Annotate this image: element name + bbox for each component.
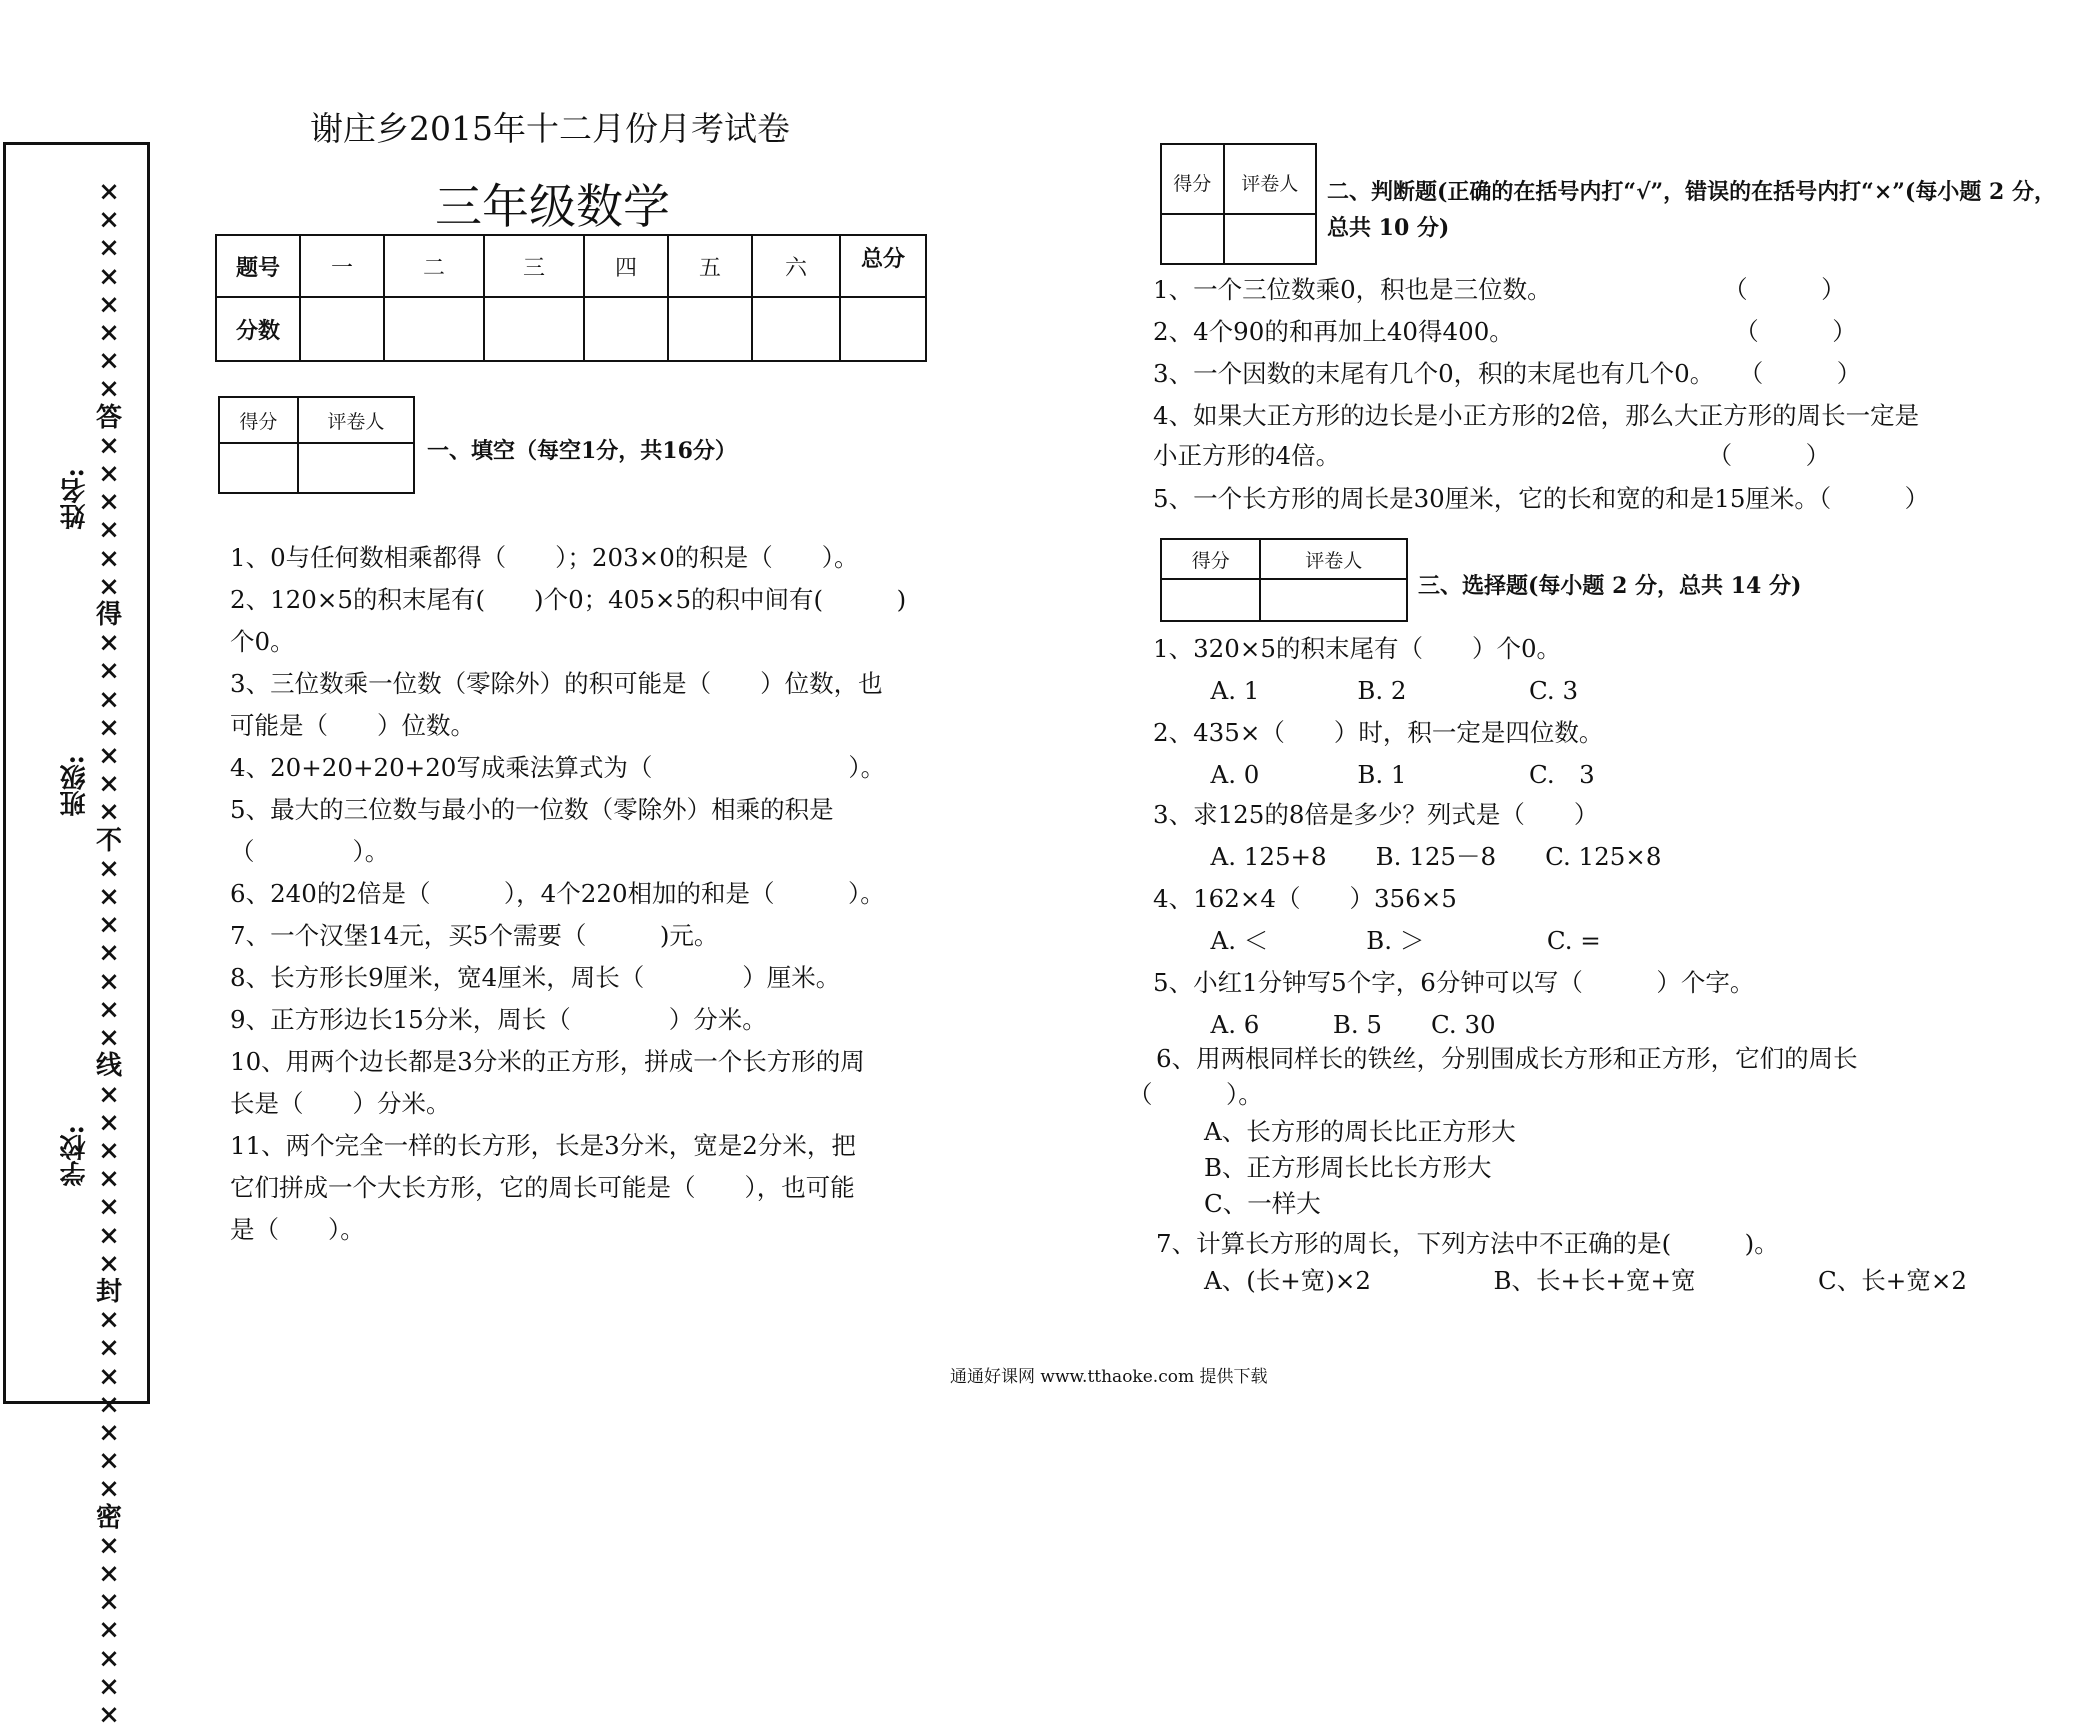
score-table-header: 二 [384, 235, 484, 297]
fill-line: 是（ ）。 [230, 1215, 365, 1244]
seal-cross-mark: × [98, 656, 120, 687]
choice-options: A. ＜ B. ＞ C. = [1186, 926, 1601, 955]
seal-cross-mark: × [98, 1587, 120, 1618]
choice-option: A、长方形的周长比正方形大 [1204, 1117, 1516, 1146]
fill-line: 4、20+20+20+20写成乘法算式为（ ）。 [230, 753, 886, 782]
choice-options: A. 6 B. 5 C. 30 [1186, 1010, 1496, 1039]
seal-cross-mark: × [98, 1305, 120, 1336]
judge-line: 3、一个因数的末尾有几个0，积的末尾也有几个0。 （ ） [1153, 359, 1862, 388]
score-cell [840, 297, 926, 361]
seal-cross-mark: × [98, 289, 120, 320]
seal-cross-mark: × [98, 430, 120, 461]
judge-line: 5、一个长方形的周长是30厘米，它的长和宽的和是15厘米。（ ） [1153, 484, 1930, 513]
choice-line: 6、用两根同样长的铁丝，分别围成长方形和正方形，它们的周长 [1156, 1044, 1858, 1073]
score-row-label: 分数 [216, 297, 300, 361]
score-cell [300, 297, 384, 361]
seal-cross-mark: × [98, 910, 120, 941]
fill-line: 6、240的2倍是（ ），4个220相加的和是（ ）。 [230, 879, 885, 908]
fill-line: 8、长方形长9厘米，宽4厘米，周长（ ）厘米。 [230, 963, 841, 992]
seal-cross-mark: × [98, 459, 120, 490]
seal-cross-mark: × [98, 1699, 120, 1730]
fill-line: 可能是（ ）位数。 [230, 711, 475, 740]
fill-line: 9、正方形边长15分米，周长（ ）分米。 [230, 1005, 767, 1034]
seal-char: 不 [95, 825, 122, 856]
fill-line: （ ）。 [230, 837, 390, 866]
grader-score-label: 得分 [1161, 144, 1224, 214]
score-table-header: 总分 [840, 235, 926, 297]
choice-line: （ ）。 [1128, 1080, 1263, 1109]
seal-cross-mark: × [98, 1615, 120, 1646]
seal-cross-mark: × [98, 1164, 120, 1195]
grader-name-label: 评卷人 [1224, 144, 1316, 214]
choice-options: A、(长+宽)×2 B、长+长+宽+宽 C、长+宽×2 [1204, 1266, 1967, 1295]
seal-cross-mark: × [98, 1333, 120, 1364]
seal-cross-mark: × [98, 261, 120, 292]
fill-line: 11、两个完全一样的长方形，长是3分米，宽是2分米，把 [230, 1131, 856, 1160]
seal-cross-mark: × [98, 1220, 120, 1251]
judge-line: 1、一个三位数乘0，积也是三位数。 （ ） [1153, 275, 1846, 304]
grader-cell [1224, 214, 1316, 264]
fill-line: 5、最大的三位数与最小的一位数（零除外）相乘的积是 [230, 795, 834, 824]
judge-line: 小正方形的4倍。 （ ） [1153, 441, 1831, 470]
grader-score-label: 得分 [219, 397, 298, 443]
fill-line: 它们拼成一个大长方形，它的周长可能是（ ），也可能 [230, 1173, 855, 1202]
class-label: 班级: [60, 755, 90, 817]
fill-line: 1、0与任何数相乘都得（ ）；203×0的积是（ ）。 [230, 543, 859, 572]
seal-cross-mark: × [98, 1474, 120, 1505]
score-table [215, 234, 927, 362]
seal-cross-mark: × [98, 1135, 120, 1166]
score-cell [384, 297, 484, 361]
seal-cross-mark: × [98, 1558, 120, 1589]
score-cell [584, 297, 668, 361]
grader-name-label: 评卷人 [298, 397, 414, 443]
choice-line: 7、计算长方形的周长，下列方法中不正确的是( )。 [1156, 1229, 1779, 1258]
score-table-header: 三 [484, 235, 584, 297]
choice-line: 3、求125的8倍是多少？列式是（ ） [1153, 800, 1599, 829]
fill-line: 3、三位数乘一位数（零除外）的积可能是（ ）位数，也 [230, 669, 883, 698]
footer-credit: 通通好课网 www.tthaoke.com 提供下载 [950, 1367, 1268, 1387]
grader-score-label: 得分 [1161, 539, 1260, 579]
seal-cross-mark: × [98, 797, 120, 828]
score-table-header: 五 [668, 235, 752, 297]
seal-cross-mark: × [98, 684, 120, 715]
seal-cross-mark: × [98, 1389, 120, 1420]
seal-char: 答 [95, 402, 122, 433]
score-cell [668, 297, 752, 361]
score-table-header: 四 [584, 235, 668, 297]
seal-cross-mark: × [98, 628, 120, 659]
choice-line: 5、小红1分钟写5个字，6分钟可以写（ ）个字。 [1153, 968, 1755, 997]
seal-cross-mark: × [98, 769, 120, 800]
seal-cross-mark: × [98, 374, 120, 405]
choice-option: C、一样大 [1204, 1189, 1321, 1218]
seal-cross-mark: × [98, 1023, 120, 1054]
seal-cross-mark: × [98, 1417, 120, 1448]
seal-cross-mark: × [98, 741, 120, 772]
name-label: 姓名: [60, 468, 90, 530]
seal-char: 封 [95, 1276, 122, 1307]
fill-line: 长是（ ）分米。 [230, 1089, 451, 1118]
choice-options: A. 1 B. 2 C. 3 [1186, 676, 1579, 705]
grader-box [1160, 143, 1317, 265]
score-table-header: 六 [752, 235, 840, 297]
choice-options: A. 125+8 B. 125－8 C. 125×8 [1186, 842, 1662, 871]
grader-cell [298, 443, 414, 493]
seal-cross-mark: × [98, 1671, 120, 1702]
seal-char: 得 [95, 600, 122, 631]
seal-cross-mark: × [98, 543, 120, 574]
grader-box [218, 396, 415, 494]
seal-cross-mark: × [98, 571, 120, 602]
exam-title: 谢庄乡2015年十二月份月考试卷 [310, 109, 790, 148]
seal-cross-mark: × [98, 938, 120, 969]
section1-title: 一、填空（每空1分，共16分） [427, 438, 737, 464]
seal-cross-mark: × [98, 966, 120, 997]
grader-box [1160, 538, 1408, 622]
score-table-header: 一 [300, 235, 384, 297]
seal-cross-mark: × [98, 515, 120, 546]
seal-cross-mark: × [98, 1192, 120, 1223]
section2-title: 二、判断题(正确的在括号内打“√”，错误的在括号内打“×”(每小题 2 分， [1327, 179, 2056, 205]
choice-line: 2、435×（ ）时，积一定是四位数。 [1153, 718, 1604, 747]
fill-line: 个0。 [230, 627, 295, 656]
score-cell [484, 297, 584, 361]
seal-cross-mark: × [98, 1643, 120, 1674]
section2-title-cont: 总共 10 分) [1327, 215, 1450, 241]
fill-line: 7、一个汉堡14元，买5个需要（ )元。 [230, 921, 719, 950]
grader-name-label: 评卷人 [1260, 539, 1407, 579]
fill-line: 2、120×5的积末尾有( )个0；405×5的积中间有( ) [230, 585, 907, 614]
seal-cross-mark: × [98, 994, 120, 1025]
choice-options: A. 0 B. 1 C. 3 [1186, 760, 1595, 789]
fill-line: 10、用两个边长都是3分米的正方形，拼成一个长方形的周 [230, 1047, 865, 1076]
seal-cross-mark: × [98, 1530, 120, 1561]
score-cell [752, 297, 840, 361]
seal-cross-mark: × [98, 1107, 120, 1138]
grader-cell [1260, 579, 1407, 621]
seal-char: 线 [95, 1051, 122, 1082]
seal-cross-mark: × [98, 712, 120, 743]
seal-char: 密 [95, 1502, 122, 1533]
seal-cross-mark: × [98, 318, 120, 349]
grader-cell [1161, 214, 1224, 264]
score-table-header: 题号 [216, 235, 300, 297]
choice-option: B、正方形周长比长方形大 [1204, 1153, 1492, 1182]
judge-line: 4、如果大正方形的边长是小正方形的2倍，那么大正方形的周长一定是 [1153, 401, 1920, 430]
seal-cross-mark: × [98, 1079, 120, 1110]
seal-cross-mark: × [98, 1361, 120, 1392]
seal-cross-mark: × [98, 1248, 120, 1279]
seal-cross-mark: × [98, 882, 120, 913]
seal-cross-mark: × [98, 177, 120, 207]
grader-cell [219, 443, 298, 493]
section3-title: 三、选择题(每小题 2 分，总共 14 分) [1418, 573, 1802, 599]
seal-cross-mark: × [98, 346, 120, 377]
seal-cross-mark: × [98, 1446, 120, 1477]
judge-line: 2、4个90的和再加上40得400。 （ ） [1153, 317, 1857, 346]
subject-title: 三年级数学 [435, 180, 670, 235]
seal-cross-mark: × [98, 487, 120, 518]
school-label: 学校: [60, 1125, 90, 1187]
seal-cross-mark: × [98, 233, 120, 264]
grader-cell [1161, 579, 1260, 621]
seal-cross-mark: × [98, 205, 120, 236]
seal-cross-mark: × [98, 853, 120, 884]
seal-line-column [92, 178, 126, 1729]
choice-line: 4、162×4（ ）356×5 [1153, 884, 1457, 913]
choice-line: 1、320×5的积末尾有（ ）个0。 [1153, 634, 1562, 663]
